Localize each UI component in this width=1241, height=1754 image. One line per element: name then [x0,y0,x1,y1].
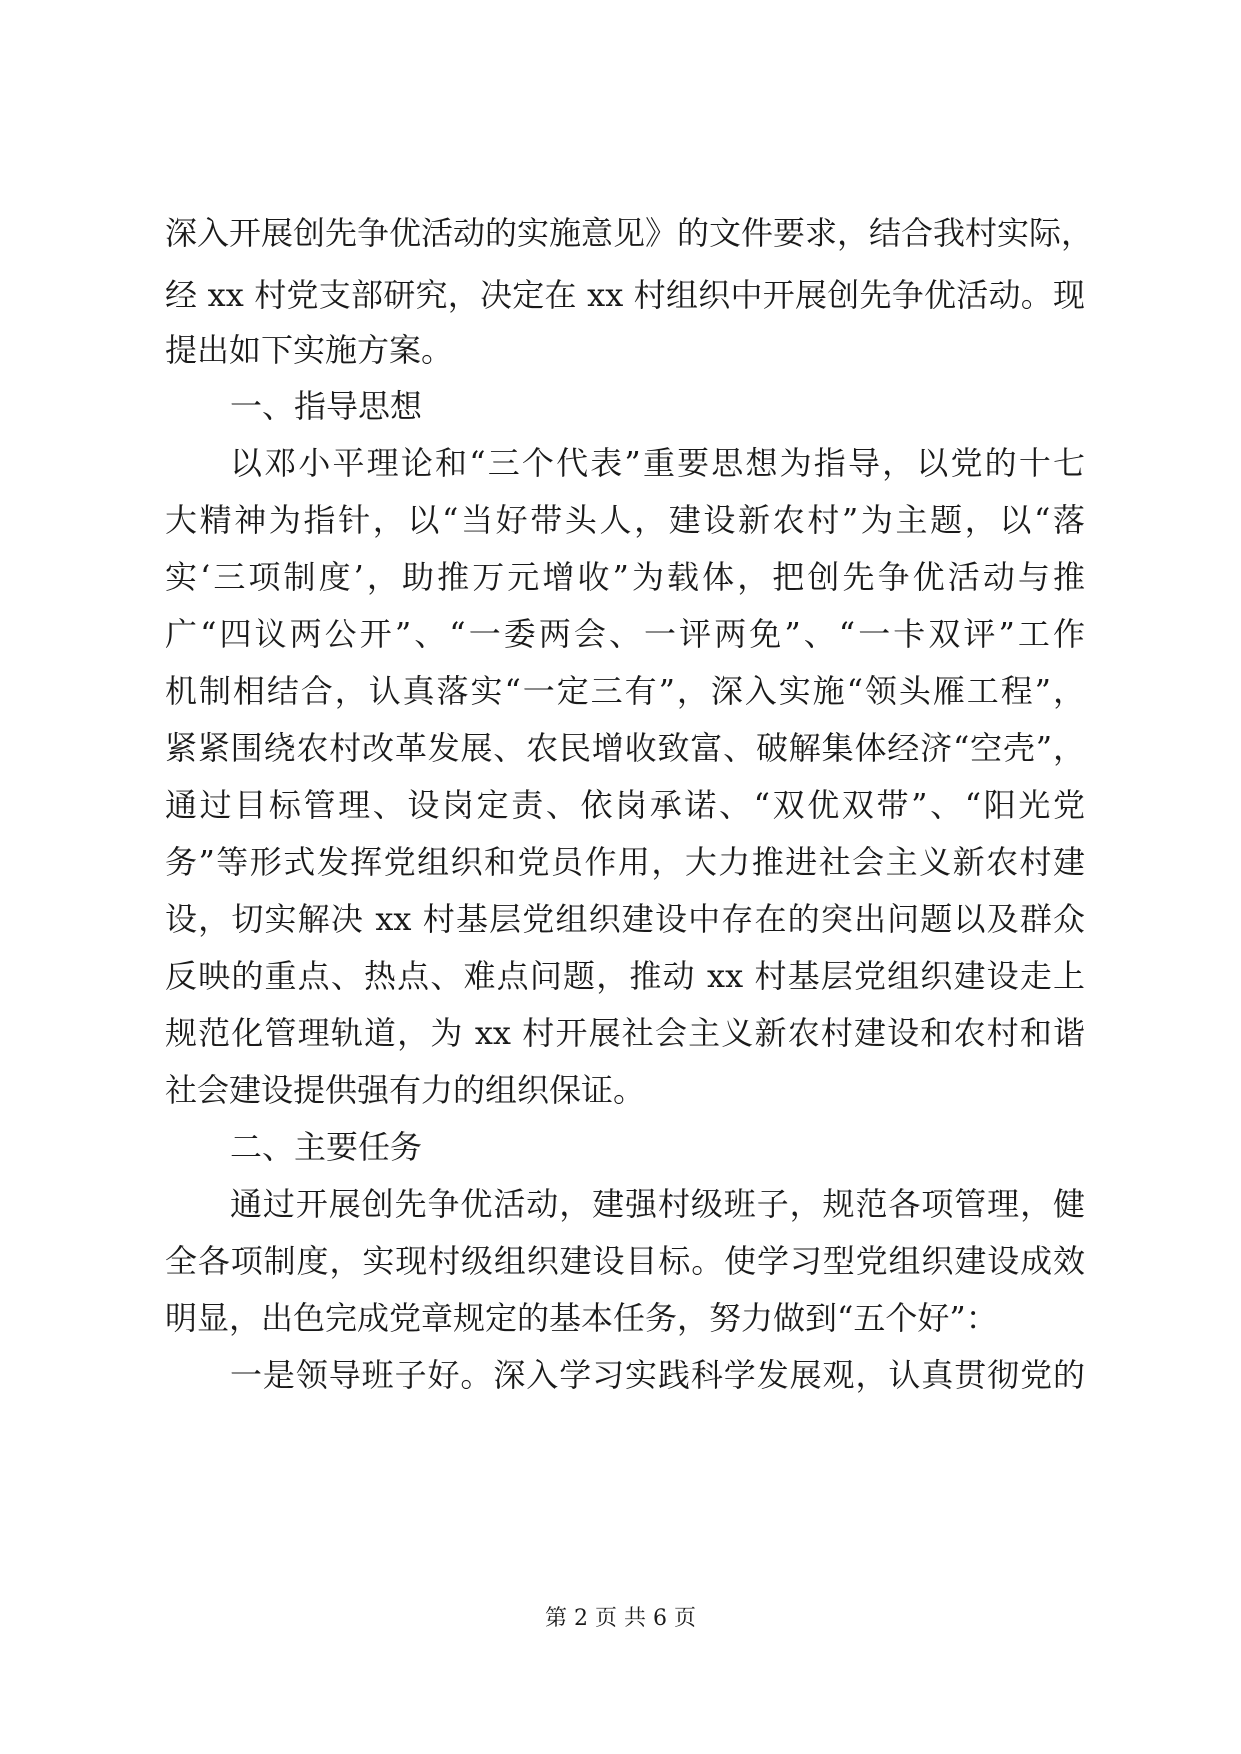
body-line: 实‘三项制度’，助推万元增收”为载体，把创先争优活动与推 [165,558,1085,596]
body-line: 务”等形式发挥党组织和党员作用，大力推进社会主义新农村建 [165,843,1085,881]
body-line: 社会建设提供强有力的组织保证。 [165,1071,646,1109]
body-line: 规范化管理轨道，为 xx 村开展社会主义新农村建设和农村和谐 [165,1014,1085,1052]
body-line: 以邓小平理论和“三个代表”重要思想为指导，以党的十七 [230,444,1085,482]
body-line: 通过开展创先争优活动，建强村级班子，规范各项管理，健 [230,1185,1085,1223]
body-line: 明显，出色完成党章规定的基本任务，努力做到“五个好”： [165,1299,998,1337]
body-line: 设，切实解决 xx 村基层党组织建设中存在的突出问题以及群众 [165,900,1085,938]
body-line: 紧紧围绕农村改革发展、农民增收致富、破解集体经济“空壳”， [165,729,1085,767]
section-heading: 二、主要任务 [230,1128,423,1166]
body-line: 通过目标管理、设岗定责、依岗承诺、“双优双带”、“阳光党 [165,786,1085,824]
body-line: 一是领导班子好。深入学习实践科学发展观，认真贯彻党的 [230,1356,1085,1394]
body-line: 经 xx 村党支部研究，决定在 xx 村组织中开展创先争优活动。现 [165,276,1085,314]
body-line: 全各项制度，实现村级组织建设目标。使学习型党组织建设成效 [165,1242,1085,1280]
body-line: 反映的重点、热点、难点问题，推动 xx 村基层党组织建设走上 [165,957,1085,995]
body-line: 广“四议两公开”、“一委两会、一评两免”、“一卡双评”工作 [165,615,1085,653]
body-line: 提出如下实施方案。 [165,331,454,369]
body-line: 大精神为指针，以“当好带头人，建设新农村”为主题，以“落 [165,501,1085,539]
body-line: 深入开展创先争优活动的实施意见》的文件要求，结合我村实际， [165,214,1094,252]
section-heading: 一、指导思想 [230,387,423,425]
page-footer: 第 2 页 共 6 页 [545,1606,696,1631]
body-line: 机制相结合，认真落实“一定三有”，深入实施“领头雁工程”， [165,672,1085,710]
